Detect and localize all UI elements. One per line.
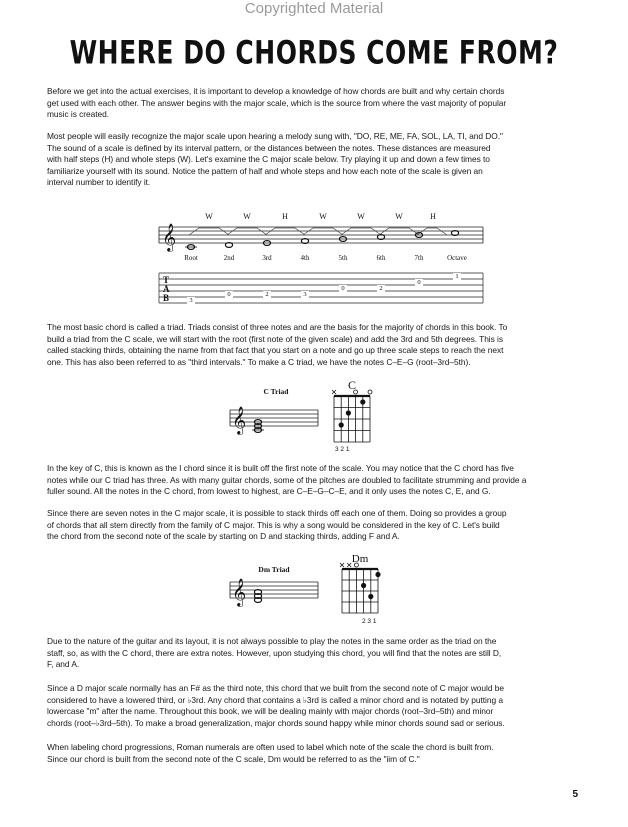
dm-triad-figure [228,552,388,627]
tab-number: 0 [341,285,345,292]
tab-number: 2 [265,291,269,298]
line: F, and A. [47,659,80,670]
tab-number: 3 [189,297,193,304]
dm-triad-label: Dm Triad [258,565,290,574]
tab-clef-letter: T [163,275,170,285]
step-label: W [357,212,365,221]
line: chords (root–♭3rd–5th). To make a broad generalization, major chords sound happy while minor chords sound sad or serious. [47,717,505,728]
interval-label: 5th [338,254,348,262]
line: lowercase "m" after the name. Throughout this book, we will be dealing mainly with major chords (root–3rd–5th) and minor [47,706,494,717]
interval-label: 4th [300,254,310,262]
paragraph-major-scale [47,131,587,189]
interval-label: 2nd [223,254,235,262]
c-triad-figure [228,376,388,454]
line: music is created. [47,109,109,120]
line: In the key of C, this is known as the I chord since it is built off the first note of the scale. You may notice that the C chord has five [47,463,514,473]
copyright-watermark: Copyrighted Material [244,0,384,17]
line: interval number to identify it. [47,177,151,188]
dm-chord-name: Dm [351,553,369,565]
treble-clef-icon: 𝄞 [232,406,247,434]
line: Due to the nature of the guitar and its layout, it is not always possible to play the notes in the same order as the triad on the [47,636,497,646]
line: The sound of a scale is defined by its interval pattern, or the distances between the notes. These distances are measured [47,142,491,153]
line: staff, so, as with the C chord, there are extra notes. However, upon studying this chord, you will find that the notes are still D, [47,647,502,658]
interval-label: 7th [414,254,424,262]
line: familiarize yourself with its sound. Notice the pattern of half and whole steps and how each note of the scale is given an [47,165,483,176]
line: called stacking thirds, obtaining the name from that fact that you start on a note and go up three scale steps to reach the next [47,345,504,356]
paragraph-seven-notes [47,508,587,543]
tab-number: 0 [227,291,231,298]
c-major-scale-figure [155,205,487,310]
line: one. This has also been referred to as "third intervals." To make a C triad, we have the notes C–E–G (root–3rd–5th). [47,356,471,367]
step-label: W [319,212,327,221]
treble-clef-icon: 𝄞 [232,578,247,606]
interval-label: Root [184,254,198,262]
line: Before we get into the actual exercises, it is important to develop a knowledge of how chords are built and why certain chords [47,86,505,96]
paragraph-triads [47,322,587,368]
dm-chord-fingering: 2 3 1 [362,618,377,625]
line: Since there are seven notes in the C major scale, it is possible to stack thirds off each one of them. Doing so provides a group [47,508,507,518]
page-title: WHERE DO CHORDS COME FROM? [69,34,559,72]
line: get used with each other. The answer begins with the major scale, which is the source from where the vast majority of popular [47,97,507,108]
tab-number: 0 [417,279,421,286]
line: of chords that all stem directly from the family of C major. This is why a song would be considered in the key of C. Let's build [47,519,500,530]
paragraph-guitar-layout [47,636,587,671]
line: the chord from the second note of the scale by starting on D and stacking thirds, adding F and A. [47,531,400,542]
interval-label: 3rd [262,254,272,262]
interval-label: Octave [447,254,467,262]
paragraph-intro [47,86,587,121]
c-triad-label: C Triad [263,387,289,396]
tab-clef-letter: B [163,293,170,303]
line: When labeling chord progressions, Roman numerals are often used to label which note of the scale the chord is built from. [47,742,494,752]
tab-number: 2 [379,285,383,292]
c-chord-name: C [347,378,357,392]
line: notes while our C triad has three. As with many guitar chords, some of the pitches are doubled to facilitate strumming and provide a [47,474,527,485]
tab-clef-letter: A [163,284,170,294]
step-label: W [395,212,403,221]
step-label: W [205,212,213,221]
page-number: 5 [572,789,578,800]
line: fuller sound. All the notes in the C chord, from lowest to highest, are C–E–G–C–E, and it only uses the notes C, E, and G. [47,486,491,497]
paragraph-roman-numerals [47,742,587,765]
paragraph-i-chord [47,463,587,498]
step-label: W [243,212,251,221]
line: build a triad from the C scale, we will start with the root (first note of the given scale) and add the 3rd and 5th degrees. This is [47,333,503,344]
line: Since our chord is built from the second note of the C scale, Dm would be referred to as the "iim of C." [47,753,420,764]
step-label: H [282,212,288,221]
treble-clef-icon: 𝄞 [162,223,177,251]
line: Since a D major scale normally has an F# as the third note, this chord that we built from the second note of C major would be [47,683,504,693]
tab-number: 1 [455,273,459,280]
step-label: H [430,212,436,221]
tab-number: 3 [303,291,307,298]
c-chord-fingering: 3 2 1 [335,446,350,453]
line: with half steps (H) and whole steps (W). Let's examine the C major scale below. Try playing it up and down a few times to [47,154,490,165]
paragraph-minor-chords [47,683,587,729]
interval-label: 6th [376,254,386,262]
line: considered to have a lowered third, or ♭3rd. Any chord that contains a ♭3rd is called a minor chord and is notated by putting a [47,694,503,705]
line: The most basic chord is called a triad. Triads consist of three notes and are the basis for the majority of chords in this book. To [47,322,508,332]
line: Most people will easily recognize the major scale upon hearing a melody sung with, "DO, RE, ME, FA, SOL, LA, TI, and DO." [47,131,503,141]
